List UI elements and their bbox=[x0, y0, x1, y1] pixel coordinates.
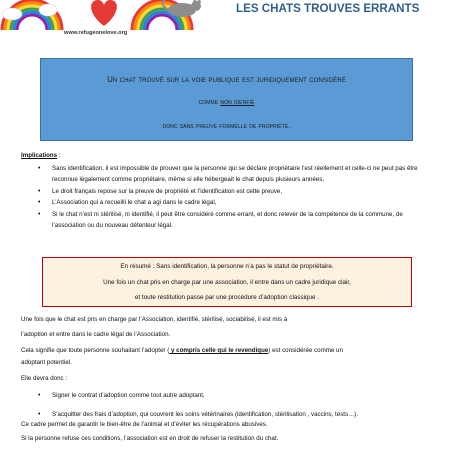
notice-line-2 bbox=[41, 97, 412, 106]
implications-list bbox=[38, 163, 438, 231]
obligations-list bbox=[38, 386, 448, 424]
paragraph-5: Si la personne refuse ces conditions, l’association est en droit de refuser la restitution du chat. bbox=[21, 435, 279, 442]
page-title: LES CHATS TROUVES ERRANTS bbox=[236, 2, 420, 15]
summary-line-1: En résumé : Sans identification, la personne n’a pas le statut de propriétaire. bbox=[120, 263, 334, 270]
summary-box bbox=[42, 257, 412, 307]
heart-icon bbox=[91, 0, 117, 26]
list-item: • Le droit français repose sur la preuve de propriété et l’identification est cette preuve, bbox=[38, 186, 438, 197]
notice-line-2-underlined: non idenfié bbox=[220, 97, 255, 106]
paragraph-4: Ce cadre permet de garantir le bien-être de l’animal et d’éviter les récupérations abusives. bbox=[21, 421, 268, 428]
notice-line-3: donc sans preuve formelle de propriété. bbox=[162, 121, 291, 130]
list-item: • Signer le contrat d’adoption comme tout autre adoptant, bbox=[38, 386, 448, 405]
summary-line-3: et toute restitution passe par une procédure d’adoption classique . bbox=[134, 294, 320, 301]
rainbow-left-icon bbox=[2, 0, 62, 30]
notice-line-1: Un chat trouvé sur la voie publique est juridiquement considéré bbox=[107, 75, 346, 84]
list-item: • Sans identification, il est impossible de prouver que la personne qui se déclare propriétaire l’est réellement et celle-ci ne peut pas être reconnue légalement comme propriétaire, même si elle hébergeait le chat depuis plusieurs années, bbox=[38, 163, 438, 186]
paragraph-2-emphasis: y compris celle qui le revendique bbox=[169, 347, 269, 354]
notice-line-2-prefix: comme bbox=[198, 97, 221, 106]
summary-line-2: Une fois un chat pris en charge par une association, il entre dans un cadre juridique clair, bbox=[103, 278, 351, 286]
paragraph-2-before: Cela signifie que toute personne souhaitant l’adopter ( bbox=[21, 347, 170, 354]
paragraph-1-line-2: l’adoption et entre dans le cadre légal de l’Association. bbox=[21, 331, 171, 338]
list-item: • Si le chat n’est ni stérilisé, ni identifié, il peut être considéré comme errant, et donc relever de la compétence de la commune, de l’association ou du nouveau détenteur légal. bbox=[38, 209, 438, 232]
list-item: • S’acquitter des frais d’adoption, qui couvrent les soins vétérinaires (identification, stérilisation , vaccins, tests…). bbox=[38, 405, 448, 424]
legal-notice-box bbox=[40, 58, 413, 141]
paragraph-2-line-2: adoptant potentiel. bbox=[21, 359, 72, 366]
paragraph-3: Elle devra donc : bbox=[21, 375, 68, 382]
paragraph-1-line-1: Une fois que le chat est pris en charge par l’Association, identifié, stérilisé, sociabilisé, il est mis à bbox=[21, 316, 288, 323]
paragraph-2-line-1 bbox=[21, 347, 343, 354]
paragraph-2-after: ) est considérée comme un bbox=[268, 347, 343, 354]
logo-url[interactable]: www.refugeonelove.org bbox=[64, 30, 128, 36]
list-item: • L’Association qui a recueilli le chat a agi dans le cadre légal, bbox=[38, 197, 438, 208]
implications-heading-colon: : bbox=[57, 152, 61, 159]
implications-heading-label: Implications bbox=[21, 152, 58, 159]
implications-heading bbox=[21, 152, 61, 159]
